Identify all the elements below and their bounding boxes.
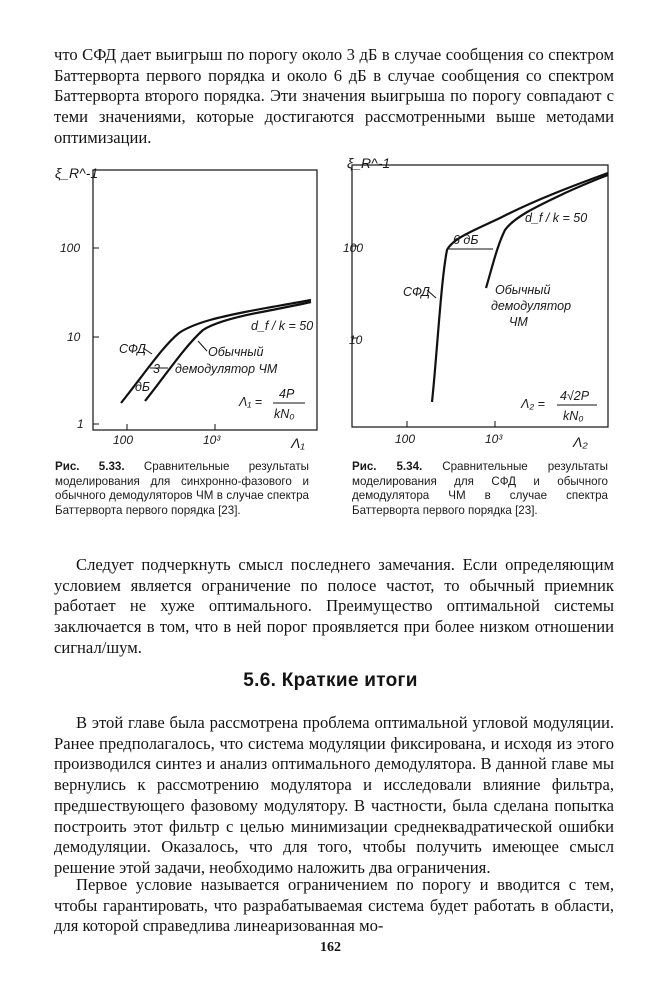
conventional-curve-label-2: демодулятор [491,299,572,313]
sfd-curve-label: СФД [119,342,146,356]
figure-5-33-caption-text: Сравнительные результаты моделирования для синхронно-фазового и обычного демодуляторов ЧМ в случае спектра Баттерворта первого порядка [23]. [55,460,309,517]
figure-5-34-caption [352,460,608,518]
y-tick-label: 100 [60,241,81,255]
sfd-curve-label: СФД [403,285,430,299]
y-tick-label: 10 [349,333,363,347]
conventional-demod-curve [486,175,608,288]
figure-5-33 [55,158,330,458]
figure-5-34-plot [335,150,625,450]
middle-paragraph: Следует подчеркнуть смысл последнего замечания. Если определяющим условием является ограничение по полосе частот, то обычный приемник работает не хуже оптимального. Преимущество оптимальной системы заключается в том, что в ней порог проявляется при более низком отношении сигнал/шум. [54,555,614,657]
conventional-curve-label-3: ЧМ [509,315,528,329]
figure-5-33-caption [55,460,309,518]
formula-numerator: 4P [279,387,295,401]
formula-denominator: kN₀ [563,409,584,423]
conventional-curve-label-1: Обычный [495,283,551,297]
gap-label-unit: дБ [135,380,151,394]
y-tick-label: 10 [67,330,81,344]
figure-5-34-caption-label: Рис. 5.34. [352,460,423,473]
y-tick-label: 1 [77,417,84,431]
formula-lhs: Λ₂ = [521,397,545,411]
x-axis-label: Λ₁ [291,435,305,451]
gap-label-number: 3 [153,362,160,376]
conventional-curve-label-2: демодулятор ЧМ [175,362,278,376]
x-axis-label: Λ₂ [573,434,588,450]
x-tick-label: 10³ [485,432,503,446]
figure-5-34-caption-text: Сравнительные результаты моделирования для СФД и обычного демодулятора ЧМ в случае спектра Баттерворта первого порядка [23]. [352,460,608,517]
figure-5-33-caption-label: Рис. 5.33. [55,460,125,473]
top-paragraph: что СФД дает выигрыш по порогу около 3 дБ в случае сообщения со спектром Баттерворта первого порядка и около 6 дБ в случае сообщения со спектром Баттерворта второго порядка. Эти значения выигрыша по порогу совпадают с теми значениями, которые достигаются рассмотренными выше методами оптимизации. [54,45,614,147]
page-number: 162 [320,940,341,955]
gap-label: 6 дБ [453,233,479,247]
figure-5-34 [335,150,625,450]
summary-paragraph-2: Первое условие называется ограничением по порогу и вводится с тем, чтобы гарантировать, что разрабатываемая система будет работать в области, для которой справедлива линеаризованная мо- [54,875,614,936]
x-tick-label: 100 [395,432,416,446]
y-axis-label: ξ_R^-1 [347,155,391,171]
formula-lhs: Λ₁ = [239,395,263,409]
section-heading: 5.6. Краткие итоги [243,670,418,691]
formula-numerator: 4√2P [560,389,590,403]
figure-5-33-plot [55,158,330,458]
summary-paragraph-1: В этой главе была рассмотрена проблема оптимальной угловой модуляции. Ранее предполагалось, что система модуляции фиксирована, и исходя из этого производился синтез и анализ оптимального демодулятора. В данной главе мы вернулись к рассмотрению модулятора и исследовали влияние фильтра, предшествующего фазовому модулятору. В частности, была сделана попытка построить этот фильтр с целью минимизации среднеквадратической ошибки демодуляции. Оказалось, что для того, чтобы получить имеющее смысл решение этой задачи, необходимо наложить два ограничения. [54,713,614,877]
conventional-curve-label-1: Обычный [208,345,264,359]
x-tick-label: 10³ [203,433,221,447]
parameter-label: d_f / k = 50 [525,211,588,225]
y-tick-label: 100 [343,241,364,255]
y-axis-label: ξ_R^-1 [55,165,99,181]
x-tick-label: 100 [113,433,134,447]
axes-frame [352,165,608,427]
parameter-label: d_f / k = 50 [251,319,314,333]
conventional-leader-line [198,341,207,351]
formula-denominator: kN₀ [274,407,295,421]
